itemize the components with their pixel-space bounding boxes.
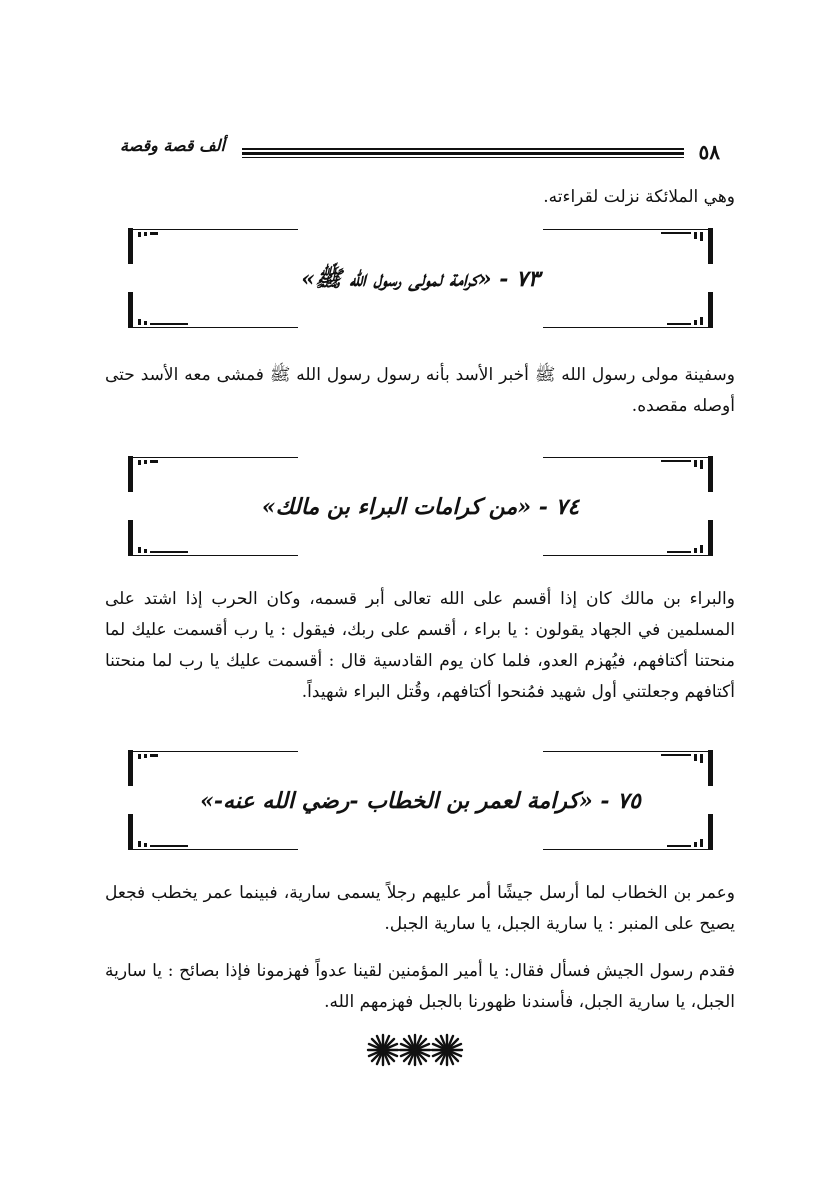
- body-paragraph: فقدم رسول الجيش فسأل فقال: يا أمير المؤمنين لقينا عدواً فهزمونا فإذا بصائح : يا سارية الجبل، يا سارية الجبل، فأسندنا ظهورنا بالجبل فهزمهم الله.: [105, 961, 736, 1012]
- header-rule: [242, 157, 684, 158]
- page-header: [120, 136, 720, 164]
- frame-corner-ornament: [543, 456, 713, 492]
- header-rule: [242, 148, 684, 150]
- chapter-heading: ٧٤ - «من كرامات البراء بن مالك»: [261, 494, 580, 520]
- intro-paragraph: وهي الملائكة نزلت لقراءته.: [543, 187, 735, 207]
- chapter-heading-frame: [128, 456, 713, 556]
- body-paragraph: وسفينة مولى رسول الله ﷺ أخبر الأسد بأنه رسول رسول الله ﷺ فمشى معه الأسد حتى أوصله مقصده.: [105, 365, 735, 416]
- header-rule: [242, 152, 684, 155]
- frame-corner-ornament: [128, 456, 298, 492]
- frame-corner-ornament: [128, 292, 298, 328]
- frame-corner-ornament: [128, 814, 298, 850]
- frame-corner-ornament: [128, 750, 298, 786]
- frame-corner-ornament: [128, 228, 298, 264]
- frame-corner-ornament: [543, 292, 713, 328]
- page-number: ٥٨: [698, 140, 720, 164]
- chapter-heading-frame: [128, 750, 713, 850]
- frame-corner-ornament: [128, 520, 298, 556]
- frame-corner-ornament: [543, 750, 713, 786]
- body-paragraph: وعمر بن الخطاب لما أرسل جيشًا أمر عليهم رجلاً يسمى سارية، فبينما عمر يخطب فجعل يصيح على المنبر : يا سارية الجبل، يا سارية الجبل.: [105, 883, 735, 934]
- body-paragraph: والبراء بن مالك كان إذا أقسم على الله تعالى أبر قسمه، وكان الحرب إذا اشتد على المسلمين في الجهاد يقولون : يا براء ، أقسم على ربك، فيقول : يا رب أقسمت عليك لما منحتنا أكتافهم، فيُهزم العدو، فلما كان يوم القادسية قال : أقسمت عليك يا رب لما منحتنا أكتافهم وجعلتني أول شهيد فمُنحوا أكتافهم، وقُتل البراء شهيداً.: [105, 589, 735, 702]
- book-title: ألف قصة وقصة: [120, 136, 225, 155]
- frame-corner-ornament: [543, 814, 713, 850]
- chapter-heading: ٧٣ - «كرامة لمولى رسول الله ﷺ»: [301, 266, 540, 292]
- frame-corner-ornament: [543, 520, 713, 556]
- three-stars-icon: [365, 1030, 465, 1070]
- frame-corner-ornament: [543, 228, 713, 264]
- chapter-heading: ٧٥ - «كرامة لعمر بن الخطاب -رضي الله عنه-»: [200, 788, 641, 814]
- chapter-heading-frame: [128, 228, 713, 328]
